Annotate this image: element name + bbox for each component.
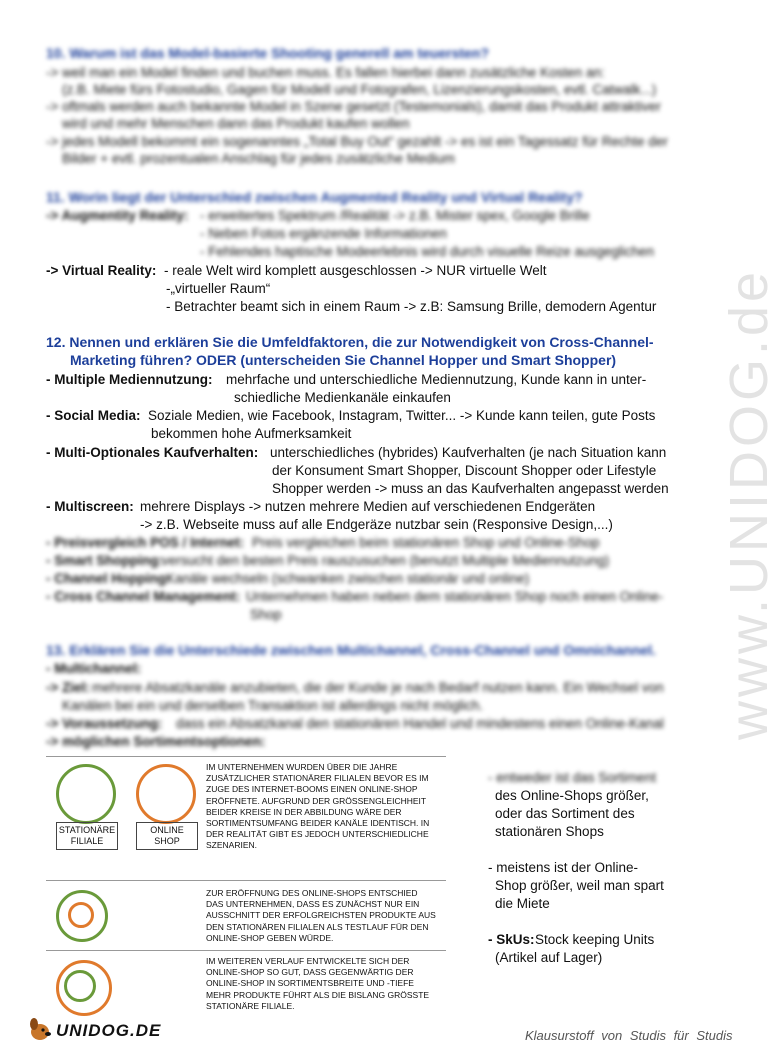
q12-blur-label: - Cross Channel Management:	[46, 589, 241, 604]
q13-line: - Multichannel:	[46, 661, 142, 676]
q10-title: 10. Warum ist das Model-basierte Shooting generell am teuersten?	[46, 45, 489, 61]
q11-vr-label: -> Virtual Reality:	[46, 263, 157, 278]
q12-item-text: der Konsument Smart Shopper, Discount Shopper oder Lifestyle	[272, 463, 657, 478]
sortiment-diagram	[46, 756, 446, 1022]
q12-item-label: - Multiple Mediennutzung:	[46, 372, 213, 387]
q13-line: dass ein Absatzkanal den stationären Handel und mindestens einen Online-Kanal	[176, 716, 664, 731]
q11-title: 11. Worin liegt der Unterschied zwischen Augmented Reality und Virtual Reality?	[46, 189, 583, 205]
q12-item-text: bekommen hohe Aufmerksamkeit	[151, 426, 352, 441]
side-line: - meistens ist der Online-	[488, 860, 639, 875]
q11-ar-label: -> Augmentity Reality:	[46, 208, 189, 223]
side-line: Shop größer, weil man spart	[495, 878, 664, 893]
orange-circle-icon	[136, 764, 196, 824]
q12-item-label: - Social Media:	[46, 408, 141, 423]
green-circle-icon	[56, 764, 116, 824]
q12-blur-label: - Smart Shopping:	[46, 553, 163, 568]
q12-title-line1: 12. Nennen und erklären Sie die Umfeldfaktoren, die zur Notwendigkeit von Cross-Channel-	[46, 334, 654, 350]
q12-item-label: - Multi-Optionales Kaufverhalten:	[46, 445, 259, 460]
logo-text: UNIDOG.DE	[56, 1021, 162, 1040]
q13-line: Kanälen bei ein und derselben Transaktion ist allerdings nicht möglich.	[62, 698, 484, 713]
q12-item-text: mehrere Displays -> nutzen mehrere Medien auf verschiedenen Endgeräten	[140, 499, 596, 514]
q13-label: -> Ziel:	[46, 680, 90, 695]
q11-ar-line: - Neben Fotos ergänzende Informationen	[200, 226, 447, 241]
side-line: stationären Shops	[495, 824, 604, 839]
q11-vr-line: - Betrachter beamt sich in einem Raum -> z.B: Samsung Brille, demodern Agentur	[166, 299, 657, 314]
q12-blur-text: Shop	[250, 607, 282, 622]
divider	[46, 950, 446, 951]
q10-line: wird und mehr Menschen dann das Produkt kaufen wollen	[62, 116, 410, 131]
q11-vr-line: -„virtueller Raum“	[166, 281, 271, 296]
diagram-text-3: IM WEITEREN VERLAUF ENTWICKELTE SICH DER ONLINE-SHOP SO GUT, DASS GEGENWÄRTIG DER ONLINE-SHOP IN SORTIMENTSBREITE UND -TIEFE MEHR PRODUKTE FÜHRT ALS DIE BISLANG GRÖSSTE STATIONÄRE FILIALE.	[206, 956, 430, 1011]
q12-blur-text: Unternehmen haben neben dem stationären Shop noch einen Online-	[246, 589, 664, 604]
side-line: des Online-Shops größer,	[495, 788, 649, 803]
q12-blur-label: - Preisvergleich POS / Internet:	[46, 535, 245, 550]
divider	[46, 756, 446, 757]
q12-item-text: unterschiedliches (hybrides) Kaufverhalten (je nach Situation kann	[270, 445, 667, 460]
side-line: - entweder ist das Sortiment	[488, 770, 657, 785]
q12-item-label: - Multiscreen:	[46, 499, 134, 514]
sku-label: - SkUs:	[488, 932, 535, 947]
footer-tagline: Klausurstoff von Studis für Studis	[525, 1028, 733, 1043]
dog-icon	[26, 1016, 54, 1044]
q13-line: mehrere Absatzkanäle anzubieten, die der Kunde je nach Bedarf nutzen kann. Ein Wechsel von	[92, 680, 664, 695]
q11-ar-line: - erweitertes Spektrum /Realität -> z.B. Mister spex, Google Brille	[200, 208, 590, 223]
q11-ar-line: - Fehlendes haptische Modeerlebnis wird durch visuelle Reize ausgeglichen	[200, 244, 655, 259]
q12-blur-text: Preis vergleichen beim stationären Shop und Online-Shop	[252, 535, 600, 550]
q12-item-text: mehrfache und unterschiedliche Mediennutzung, Kunde kann in unter-	[226, 372, 647, 387]
q12-blur-text: Kanäle wechseln (schwanken zwischen stationär und online)	[166, 571, 530, 586]
diagram-text-2: ZUR ERÖFFNUNG DES ONLINE-SHOPS ENTSCHIED DAS UNTERNEHMEN, DASS ES ZUNÄCHST NUR EIN AUSSCHNITT DER ERFOLGREICHSTEN PRODUKTE AUS DEN STATIONÄREN FILIALEN ALS TESTLAUF FÜR DEN ONLINE-SHOP GEBEN WÜRDE.	[206, 888, 436, 943]
orange-circle-icon	[68, 902, 94, 928]
q13-title: 13. Erklären Sie die Unterschiede zwischen Multichannel, Cross-Channel und Omnichannel.	[46, 642, 656, 658]
caption-stationaere-filiale: STATIONÄRE FILIALE	[56, 822, 118, 850]
side-line: die Miete	[495, 896, 550, 911]
q12-blur-label: - Channel Hopping:	[46, 571, 171, 586]
side-line: (Artikel auf Lager)	[495, 950, 603, 965]
green-circle-icon	[64, 970, 96, 1002]
q10-line: -> jedes Modell bekommt ein sogenanntes „Total Buy Out“ gezahlt -> es ist ein Tagessatz für Rechte der	[46, 134, 668, 149]
q12-item-text: schiedliche Medienkanäle einkaufen	[234, 390, 451, 405]
q10-line: -> oftmals werden auch bekannte Model in Szene gesetzt (Testemonials), damit das Produkt attraktiver	[46, 99, 661, 114]
caption-online-shop: ONLINE SHOP	[136, 822, 198, 850]
unidog-logo	[26, 1016, 162, 1046]
q12-item-text: -> z.B. Webseite muss auf alle Endgeräze nutzbar sein (Responsive Design,...)	[140, 517, 613, 532]
diagram-text-1: IM UNTERNEHMEN WURDEN ÜBER DIE JAHRE ZUSÄTZLICHER STATIONÄRER FILIALEN BEVOR ES IM ZUGE DES INTERNET-BOOMS EINEN ONLINE-SHOP ERÖFFNETE. AUFGRUND DER GRÖSSENGLEICHHEIT BEIDER KREISE IN DER ABBILDUNG WÄRE DER SORTIMENTSUMFANG BEIDER KANÄLE IDENTISCH. IN DER REALITÄT GIBT ES JEDOCH UNTERSCHIEDLICHE SZENARIEN.	[206, 762, 430, 851]
q13-label: -> Voraussetzung:	[46, 716, 163, 731]
q10-line: Bilder + evtl. prozentualen Anschlag für jedes zusätzliche Medium	[62, 151, 455, 166]
q11-vr-line: - reale Welt wird komplett ausgeschlossen -> NUR virtuelle Welt	[164, 263, 547, 278]
q12-item-text: Soziale Medien, wie Facebook, Instagram, Twitter... -> Kunde kann teilen, gute Posts	[148, 408, 656, 423]
q13-line: -> möglichen Sortimentsoptionen:	[46, 734, 266, 749]
q12-title-line2: Marketing führen? ODER (unterscheiden Sie Channel Hopper und Smart Shopper)	[70, 352, 617, 368]
side-line: oder das Sortiment des	[495, 806, 635, 821]
sku-text: Stock keeping Units	[535, 932, 655, 947]
q10-line: -> weil man ein Model finden und buchen muss. Es fallen hierbei dann zusätzliche Kosten an:	[46, 65, 605, 80]
q12-item-text: Shopper werden -> muss an das Kaufverhalten angepasst werden	[272, 481, 669, 496]
watermark: www.UNIDOG.de	[719, 267, 779, 740]
q12-blur-text: versucht den besten Preis rauszusuchen (benutzt Multiple Mediennutzung)	[162, 553, 610, 568]
divider	[46, 880, 446, 881]
q10-line: (z.B. Miete fürs Fotostudio, Gagen für Modell und Fotografen, Lizenzierungskosten, evtl. Catwalk...)	[62, 82, 657, 97]
